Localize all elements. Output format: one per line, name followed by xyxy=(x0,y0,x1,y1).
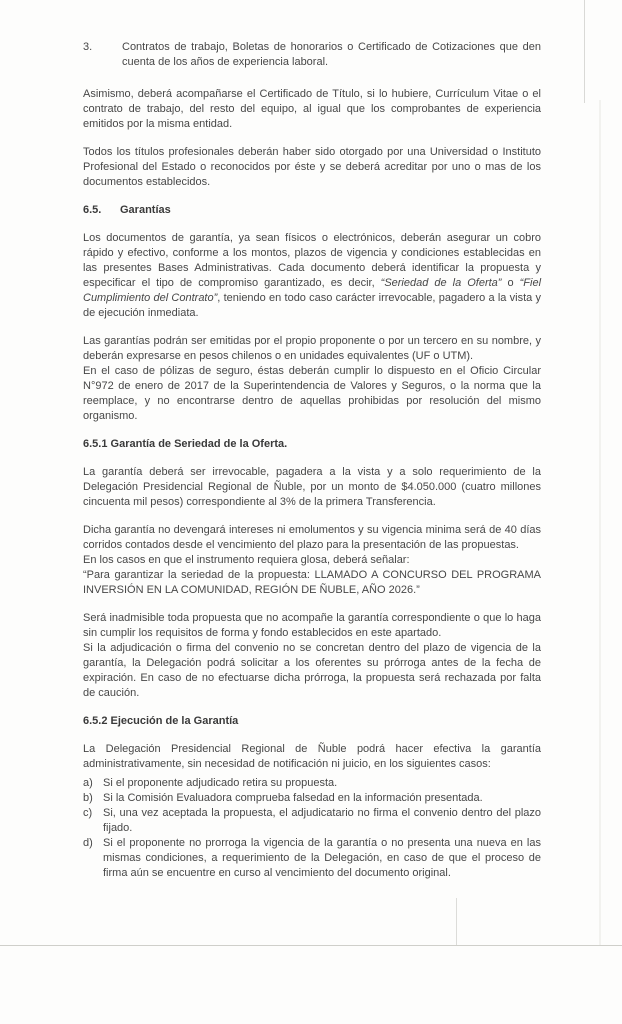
list-item-text: Si la Comisión Evaluadora comprueba falsedad en la información presentada. xyxy=(103,792,483,804)
numbered-item-marker: 3. xyxy=(83,41,93,53)
section-title: 6.5.1 Garantía de Seriedad de la Oferta. xyxy=(83,438,288,450)
lettered-list xyxy=(83,776,541,881)
paragraph-segment: Los documentos de garantía, ya sean físicos o electrónicos, deberán asegurar un cobro rápido y efectivo, conforme a los montos, plazos de vigencia y condiciones establecidas en las presentes Bases Administrativas. Cada documento deberá identificar la propuesta y especificar el tipo de compromiso garantizado, es decir, xyxy=(83,232,541,289)
document-content xyxy=(83,40,541,881)
section-title: 6.5.2 Ejecución de la Garantía xyxy=(83,715,239,727)
paragraph-garantias-emitidas xyxy=(83,334,541,424)
paragraph-titulos xyxy=(83,145,541,190)
paragraph-vigencia-glosa xyxy=(83,523,541,598)
list-item-d xyxy=(83,836,541,881)
paragraph-text: En el caso de pólizas de seguro, éstas deberán cumplir lo dispuesto en el Oficio Circular N°972 de enero de 2017 de la Superintendencia de Valores y Seguros, o la norma que la reemplace, y no encontrarse dentro de aquellas prohibidas por resolución del mismo organismo. xyxy=(83,365,541,422)
paragraph-text: En los casos en que el instrumento requiera glosa, deberá señalar: xyxy=(83,554,410,566)
scan-artifact-vertical-band xyxy=(599,100,601,945)
list-item-c xyxy=(83,806,541,836)
paragraph-text: Las garantías podrán ser emitidas por el propio proponente o por un tercero en su nombre, y deberán expresarse en pesos chilenos o en unidades equivalentes (UF o UTM). xyxy=(83,335,541,362)
list-item-text: Si el proponente no prorroga la vigencia de la garantía o no presenta una nueva en las mismas condiciones, a requerimiento de la Delegación, en caso de que el proceso de firma aún se encuentre en curso al vencimiento del documento original. xyxy=(103,837,541,879)
paragraph-text xyxy=(83,231,541,321)
section-heading-6-5 xyxy=(83,203,541,218)
list-item-marker: c) xyxy=(83,807,93,819)
paragraph-inadmisible xyxy=(83,611,541,701)
list-item-b xyxy=(83,791,541,806)
quoted-term-seriedad: “Seriedad de la Oferta” xyxy=(380,277,502,289)
paragraph-text: La garantía deberá ser irrevocable, pagadera a la vista y a solo requerimiento de la Delegación Presidencial Regional de Ñuble, por un monto de $4.050.000 (cuatro millones cincuenta mil pesos) correspondiente al 3% de la primera Transferencia. xyxy=(83,466,541,508)
paragraph-text: Asimismo, deberá acompañarse el Certificado de Título, si lo hubiere, Currículum Vitae o el contrato de trabajo, del resto del equipo, al igual que los comprobantes de experiencia emitidos por la misma entidad. xyxy=(83,88,541,130)
scan-artifact-vertical-line-top xyxy=(584,0,585,103)
list-item-marker: b) xyxy=(83,792,93,804)
list-item-a xyxy=(83,776,541,791)
paragraph-text: Dicha garantía no devengará intereses ni emolumentos y su vigencia minima será de 40 días corridos contados desde el vencimiento del plazo para la presentación de las propuestas. xyxy=(83,524,541,551)
paragraph-text: Será inadmisible toda propuesta que no acompañe la garantía correspondiente o que lo haga sin cumplir los requisitos de forma y fondo establecidos en este apartado. xyxy=(83,612,541,639)
section-number: 6.5. xyxy=(83,204,102,216)
paragraph-asimismo xyxy=(83,87,541,132)
paragraph-ejecucion-casos xyxy=(83,742,541,772)
section-title: Garantías xyxy=(120,204,171,216)
numbered-item-text: Contratos de trabajo, Boletas de honorarios o Certificado de Cotizaciones que den cuenta de los años de experiencia laboral. xyxy=(122,41,541,68)
paragraph-segment: o xyxy=(501,277,520,289)
list-item-marker: d) xyxy=(83,837,93,849)
quoted-term-fiel-cumplimiento: “Fiel Cumplimiento del Contrato” xyxy=(83,277,542,304)
scan-artifact-horizontal-line xyxy=(0,945,622,946)
paragraph-documentos-garantia xyxy=(83,231,541,321)
list-item-text: Si el proponente adjudicado retira su propuesta. xyxy=(103,777,338,789)
glosa-quote-text: “Para garantizar la seriedad de la propuesta: LLAMADO A CONCURSO DEL PROGRAMA INVERSIÓN EN LA COMUNIDAD, REGIÓN DE ÑUBLE, AÑO 2026.” xyxy=(83,569,541,596)
paragraph-garantia-irrevocable xyxy=(83,465,541,510)
paragraph-text: La Delegación Presidencial Regional de Ñuble podrá hacer efectiva la garantía administrativamente, sin necesidad de notificación ni juicio, en los siguientes casos: xyxy=(83,743,541,770)
section-heading-6-5-2 xyxy=(83,714,541,729)
section-heading-6-5-1 xyxy=(83,437,541,452)
list-item-marker: a) xyxy=(83,777,93,789)
paragraph-text: Todos los títulos profesionales deberán haber sido otorgado por una Universidad o Instituto Profesional del Estado o reconocidos por éste y se deberá acreditar por uno o mas de los documentos establecidos. xyxy=(83,146,541,188)
list-item-text: Si, una vez aceptada la propuesta, el adjudicatario no firma el convenio dentro del plazo fijado. xyxy=(103,807,541,834)
numbered-list-item-3 xyxy=(83,40,541,70)
paragraph-segment: , teniendo en todo caso carácter irrevocable, pagadero a la vista y de ejecución inmediata. xyxy=(83,292,542,319)
paragraph-text: Si la adjudicación o firma del convenio no se concretan dentro del plazo de vigencia de la garantía, la Delegación podrá solicitar a los oferentes su prórroga antes de la fecha de expiración. En caso de no efectuarse dicha prórroga, la propuesta será rechazada por falta de caución. xyxy=(83,642,541,699)
scan-artifact-vertical-line-bottom xyxy=(456,898,457,946)
